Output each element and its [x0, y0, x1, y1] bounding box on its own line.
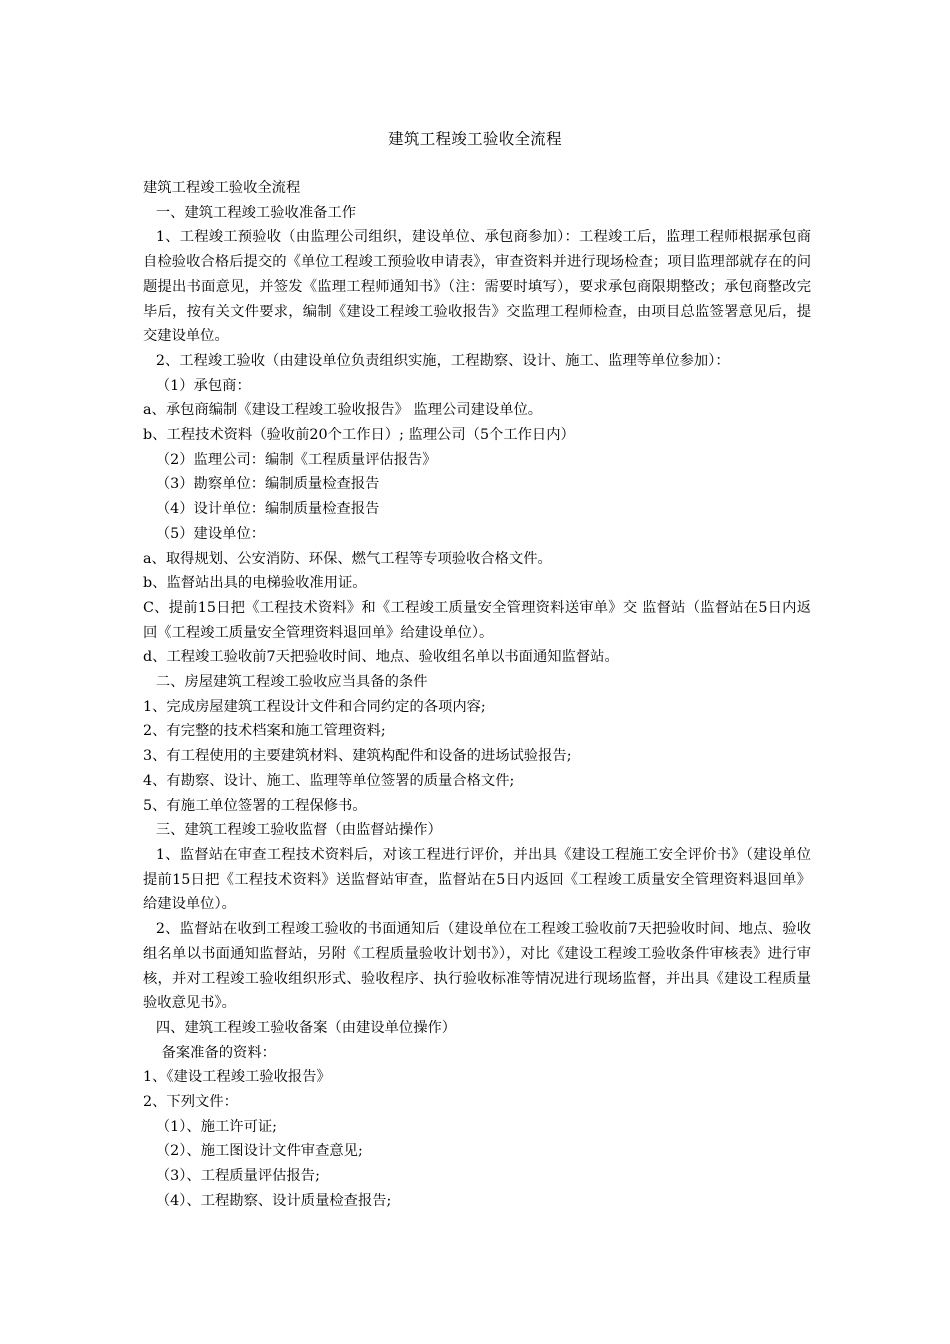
- paragraph: 四、建筑工程竣工验收备案（由建设单位操作）: [155, 1019, 457, 1036]
- paragraph: 建筑工程竣工验收全流程: [143, 180, 301, 196]
- paragraph: 5、有施工单位签署的工程保修书。: [143, 797, 367, 814]
- paragraph: 二、房屋建筑工程竣工验收应当具备的条件: [155, 674, 428, 691]
- paragraph: （3）勘察单位：编制质量检查报告: [155, 476, 380, 493]
- paragraph: 3、有工程使用的主要建筑材料、建筑构配件和设备的进场试验报告;: [143, 748, 572, 765]
- paragraph: （4）设计单位：编制质量检查报告: [155, 501, 380, 518]
- paragraph: （5）建设单位：: [155, 525, 266, 542]
- paragraph: a、取得规划、公安消防、环保、燃气工程等专项验收合格文件。: [143, 550, 552, 567]
- paragraph: 2、工程竣工验收（由建设单位负责组织实施，工程勘察、设计、施工、监理等单位参加）：: [155, 352, 730, 369]
- paragraph: （1）承包商：: [155, 377, 251, 394]
- paragraph: （2）、施工图设计文件审查意见;: [155, 1143, 363, 1160]
- paragraph: d、工程竣工验收前7天把验收时间、地点、验收组名单以书面通知监督站。: [143, 649, 619, 666]
- paragraph: C、提前15日把《工程技术资料》和《工程竣工质量安全管理资料送审单》交 监督站（监督站在5日内返回《工程竣工质量安全管理资料退回单》给建设单位）。: [143, 599, 811, 641]
- paragraph: （3）、工程质量评估报告;: [155, 1168, 320, 1185]
- paragraph: 1、《建设工程竣工验收报告》: [143, 1069, 331, 1086]
- paragraph: 2、有完整的技术档案和施工管理资料;: [143, 723, 386, 740]
- paragraph: a、承包商编制《建设工程竣工验收报告》 监理公司建设单位。: [143, 402, 543, 419]
- paragraph: 4、有勘察、设计、施工、监理等单位签署的质量合格文件;: [143, 772, 515, 789]
- paragraph: （1）、施工许可证;: [155, 1118, 277, 1135]
- paragraph: （2）监理公司：编制《工程质量评估报告》: [155, 451, 437, 468]
- paragraph: 1、监督站在审查工程技术资料后，对该工程进行评价，并出具《建设工程施工安全评价书》（建设单位提前15日把《工程技术资料》送监督站审查，监督站在5日内返回《工程竣工质量安全管理资料退回单》给建设单位）。: [143, 846, 811, 913]
- paragraph: 1、工程竣工预验收（由监理公司组织，建设单位、承包商参加）：工程竣工后，监理工程师根据承包商自检验收合格后提交的《单位工程竣工预验收申请表》，审查资料并进行现场检查；项目监理部就存在的问题提出书面意见，并签发《监理工程师通知书》（注：需要时填写），要求承包商限期整改；承包商整改完毕后，按有关文件要求，编制《建设工程竣工验收报告》交监理工程师检查，由项目总监签署意见后，提交建设单位。: [143, 229, 811, 345]
- paragraph: 2、监督站在收到工程竣工验收的书面通知后（建设单位在工程竣工验收前7天把验收时间、地点、验收组名单以书面通知监督站，另附《工程质量验收计划书》），对比《建设工程竣工验收条件审核表》进行审核，并对工程竣工验收组织形式、验收程序、执行验收标准等情况进行现场监督，并出具《建设工程质量验收意见书》。: [143, 921, 811, 1012]
- paragraph: 2、下列文件：: [143, 1094, 238, 1111]
- paragraph: 三、建筑工程竣工验收监督（由监督站操作）: [155, 822, 442, 839]
- paragraph: b、工程技术资料（验收前20个工作日）; 监理公司（5个工作日内）: [143, 427, 575, 444]
- document-body: [143, 176, 811, 1214]
- document-title: 建筑工程竣工验收全流程: [388, 130, 562, 148]
- paragraph: （4）、工程勘察、设计质量检查报告;: [155, 1192, 392, 1209]
- paragraph: 一、建筑工程竣工验收准备工作: [155, 204, 357, 221]
- paragraph: 备案准备的资料：: [161, 1044, 276, 1061]
- paragraph: b、监督站出具的电梯验收准用证。: [143, 575, 367, 592]
- paragraph: 1、完成房屋建筑工程设计文件和合同约定的各项内容;: [143, 698, 486, 715]
